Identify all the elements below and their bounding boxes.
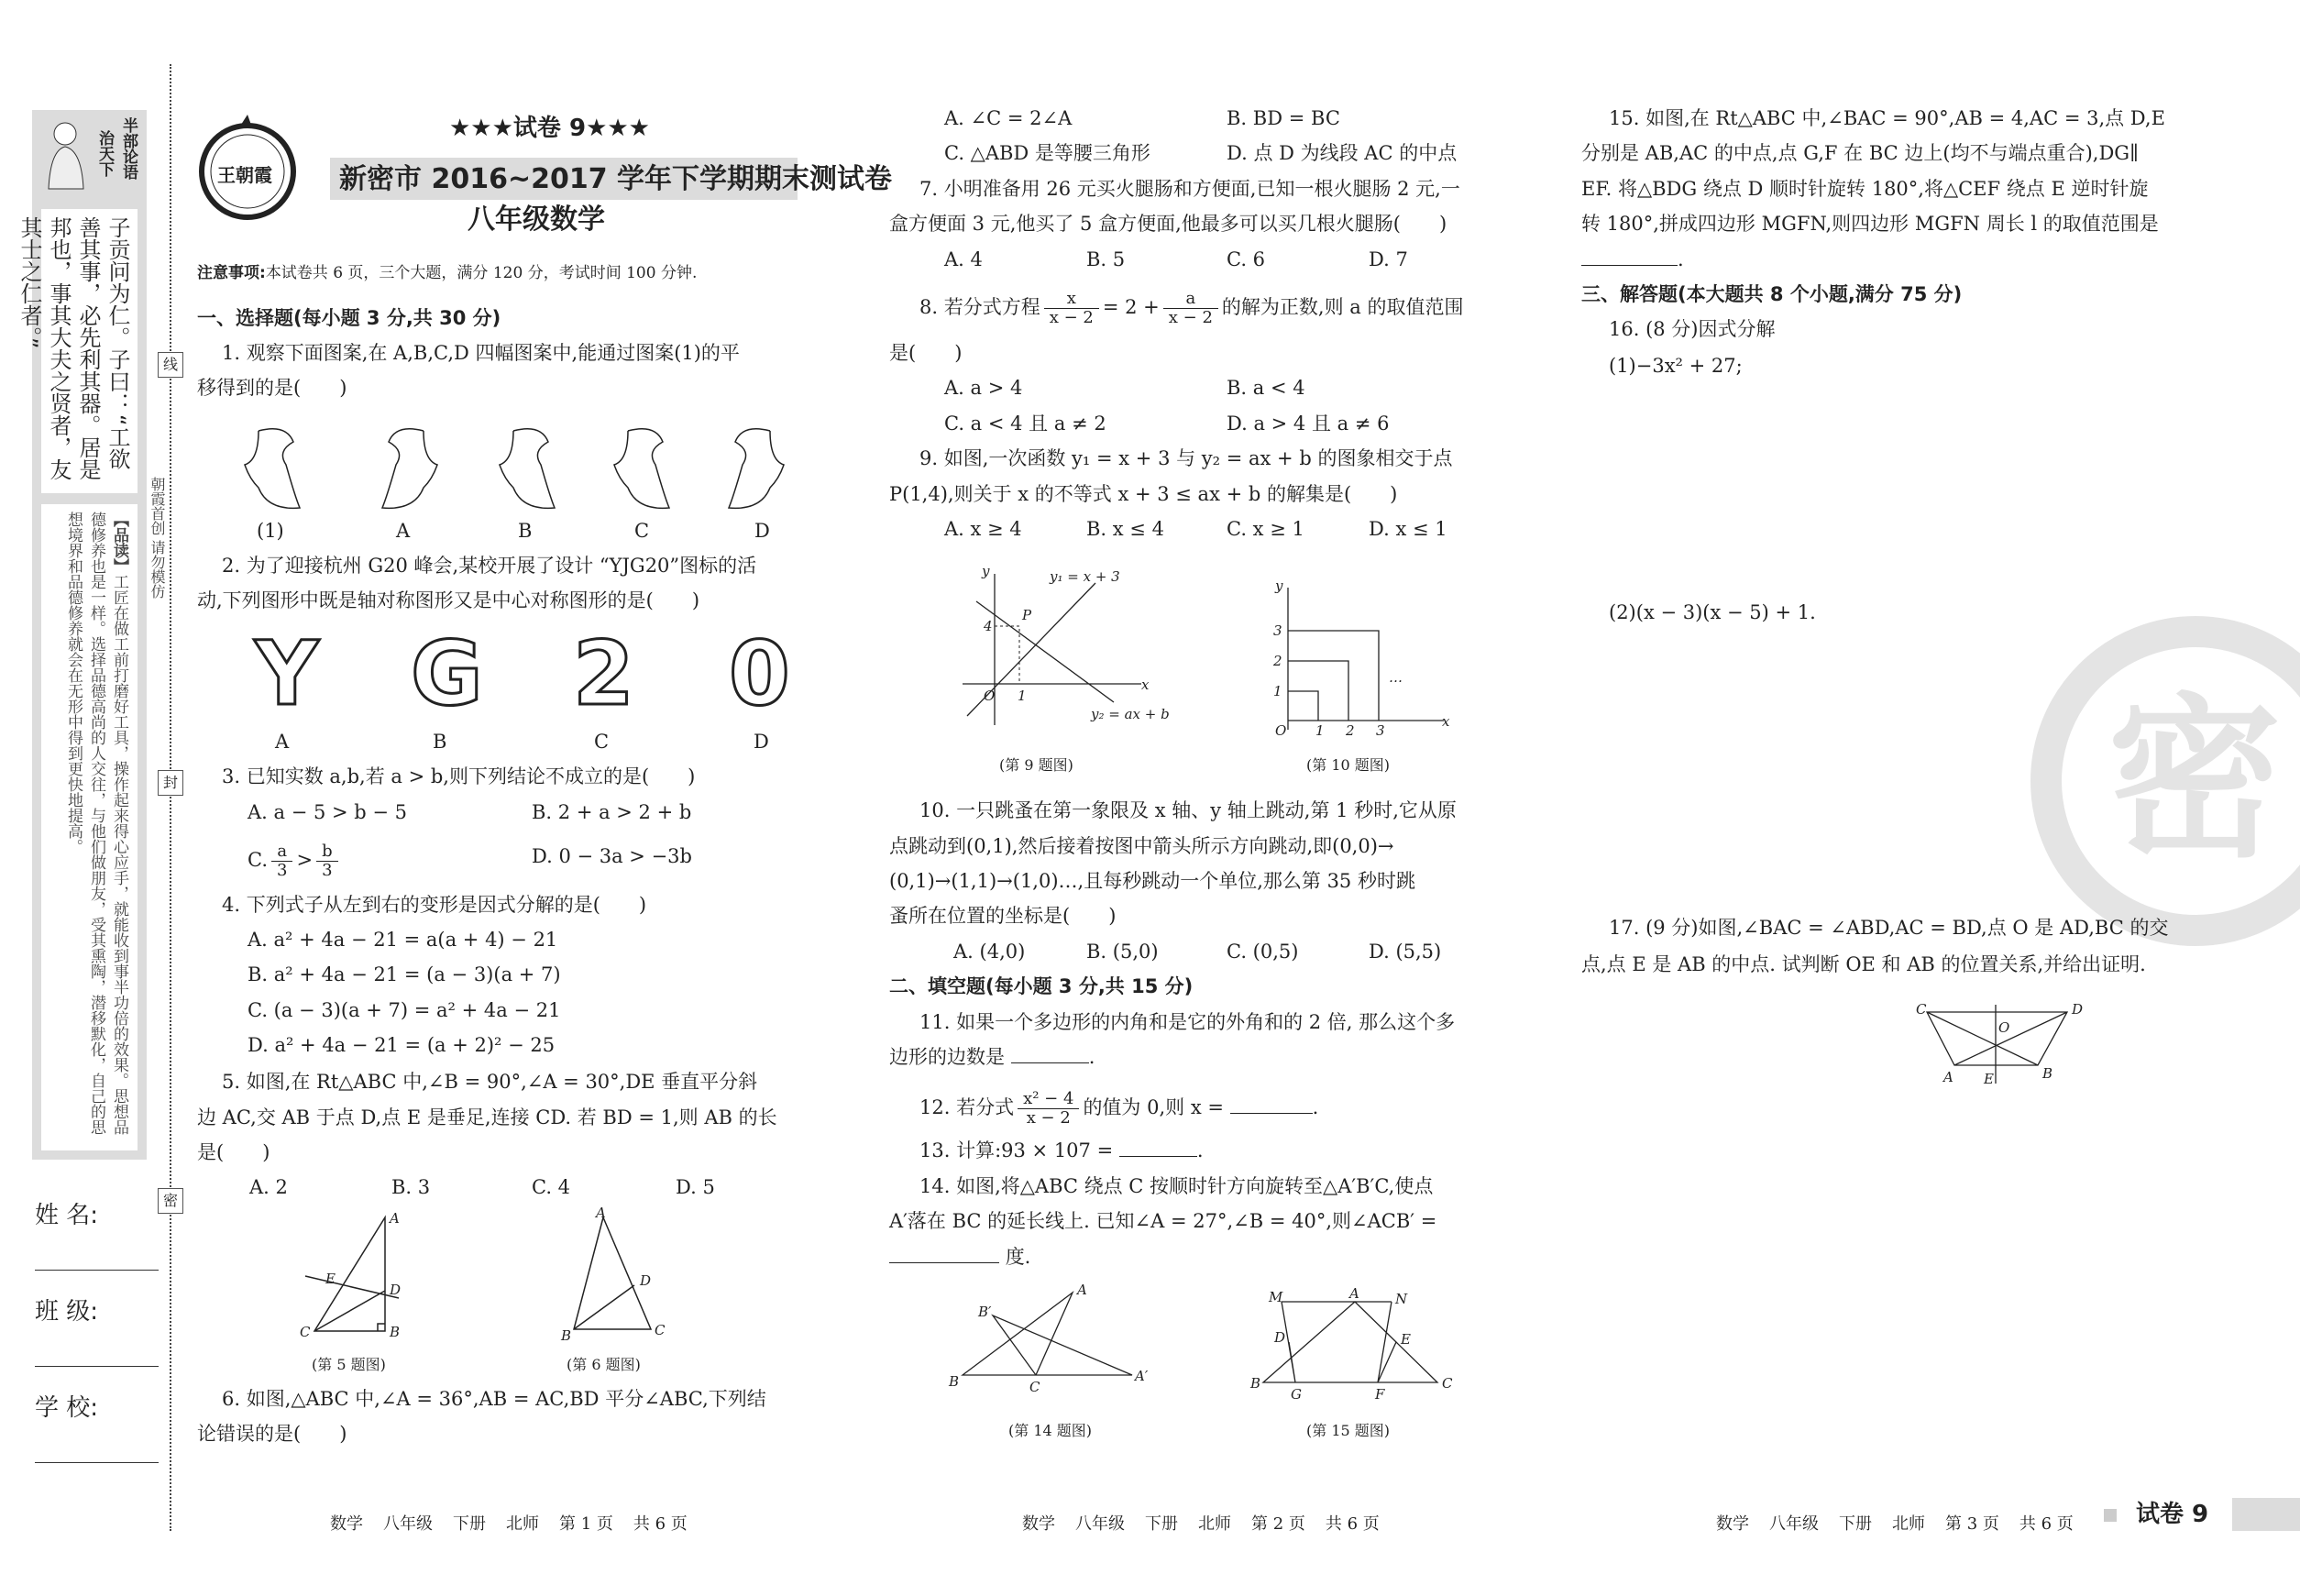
fig-label: x [1141, 677, 1150, 693]
pindu-label: 【品读】 [110, 512, 128, 574]
fig-label: 3 [1273, 622, 1282, 639]
fig-label: C [655, 1322, 666, 1338]
seal-bottom: 密 [158, 1188, 183, 1214]
corner-band [2232, 1498, 2300, 1531]
q2-line2: 动,下列图形中既是轴对称图形又是中心对称图形的是( ) [197, 589, 700, 611]
fig-label: D [2072, 1001, 2084, 1018]
q6-caption: (第 6 题图) [567, 1356, 641, 1373]
q4-option-b: B. a² + 4a − 21 = (a − 3)(a + 7) [248, 963, 561, 985]
footer-page-3: 数学 八年级 下册 北师 第 3 页 共 6 页 [1716, 1514, 2074, 1534]
q13-answer-blank[interactable] [1119, 1138, 1197, 1157]
seal-top: 线 [158, 352, 183, 378]
q12-stem: 12. 若分式 $\frac{\text{x² − 4}}{x - 2}$ 的值为 0,则 x = . [919, 1089, 1319, 1128]
fig-label: M [1269, 1289, 1283, 1305]
q5-line2: 边 AC,交 AB 于点 D,点 E 是垂足,连接 CD. 若 BD = 1,则 AB 的长 [197, 1106, 777, 1128]
q10-option-b: B. (5,0) [1086, 941, 1159, 963]
q8-option-d: D. a > 4 且 a ≠ 6 [1227, 413, 1390, 435]
q15-figure [1250, 1285, 1456, 1403]
q9-option-d: D. x ≤ 1 [1369, 518, 1447, 540]
q14-caption: (第 14 题图) [1008, 1422, 1093, 1439]
fig-label: O [1998, 1019, 2010, 1036]
q3-option-c: C. $\frac{a}{3}$ > $\frac{b}{3}$ [248, 842, 342, 880]
q16-part2: (2)(x − 3)(x − 5) + 1. [1609, 601, 1816, 623]
footer-page-2: 数学 八年级 下册 北师 第 2 页 共 6 页 [1022, 1514, 1380, 1534]
q2-label-b: B [433, 731, 447, 753]
pindu-text: 工匠在做工前打磨好工具，操作起来得心应手，就能收到事半功倍的效果。思想品德修养也是一样。选择品德高尚的人交往，与他们做朋友，受其熏陶，潜移默化，自己的思想境界和品德修养就会在无形中得到更快地提高。 [64, 512, 128, 1135]
fig-label: 3 [1376, 722, 1385, 739]
logo-text: 王朝霞 [217, 164, 272, 186]
quote-box [17, 209, 138, 493]
fig-label: 1 [1018, 688, 1027, 704]
q14-line1: 14. 如图,将△ABC 绕点 C 按顺时针方向旋转至△A′B′C,使点 [919, 1175, 1434, 1197]
q1-label-b: B [518, 520, 533, 542]
fig-label: y [982, 563, 990, 579]
fig-label: A [1349, 1285, 1359, 1302]
fig-label: y₁ = x + 3 [1050, 568, 1120, 585]
q7-option-c: C. 6 [1227, 248, 1266, 270]
fig-label: O [984, 688, 996, 704]
fig-label: A [1943, 1069, 1953, 1085]
q3-option-b: B. 2 + a > 2 + b [532, 801, 692, 823]
fig-label: D [640, 1272, 652, 1289]
fig-label: A [596, 1205, 606, 1221]
q13-stem: 13. 计算:93 × 107 = . [919, 1139, 1204, 1161]
fig-label: C [1916, 1001, 1927, 1018]
section-1-heading: 一、选择题(每小题 3 分,共 30 分) [197, 307, 501, 329]
q9-caption: (第 9 题图) [999, 756, 1073, 774]
q10-line2: 点跳动到(0,1),然后接着按图中箭头所示方向跳动,即(0,0)→ [889, 835, 1394, 857]
q1-label-d: D [754, 520, 770, 542]
sidebar-panel [17, 110, 147, 1160]
watermark-seal [2030, 616, 2300, 946]
fig-label: A′ [1135, 1368, 1149, 1384]
q17-line2: 点,点 E 是 AB 的中点. 试判断 OE 和 AB 的位置关系,并给出证明. [1581, 953, 2146, 975]
q10-option-d: D. (5,5) [1369, 941, 1442, 963]
fig-label: B′ [978, 1304, 992, 1320]
fig-label: N [1395, 1291, 1408, 1307]
subject-title: 八年级数学 [468, 204, 605, 236]
fig-label: 1 [1273, 683, 1282, 699]
q1-label-1: (1) [257, 520, 284, 542]
q3-stem: 3. 已知实数 a,b,若 a > b,则下列结论不成立的是( ) [222, 765, 696, 787]
q16-stem: 16. (8 分)因式分解 [1609, 318, 1776, 340]
fig-label: 2 [1346, 722, 1355, 739]
class-label: 班 级: [35, 1298, 99, 1326]
fig-label: x [1442, 713, 1450, 730]
q9-line2: P(1,4),则关于 x 的不等式 x + 3 ≤ ax + b 的解集是( ) [889, 483, 1398, 505]
q15-line3: EF. 将△BDG 绕点 D 顺时针旋转 180°,将△CEF 绕点 E 逆时针旋 [1581, 178, 2149, 200]
q2-label-a: A [275, 731, 290, 753]
fig-label: 1 [1315, 722, 1325, 739]
q9-line1: 9. 如图,一次函数 y₁ = x + 3 与 y₂ = ax + b 的图象相交于点 [919, 447, 1453, 469]
q2-glyph-y: Y [255, 622, 319, 725]
q1-label-c: C [634, 520, 650, 542]
q15-line1: 15. 如图,在 Rt△ABC 中,∠BAC = 90°,AB = 4,AC = 3,点 D,E [1609, 107, 2165, 129]
q2-glyph-g: G [411, 622, 483, 725]
q10-line4: 蚤所在位置的坐标是( ) [889, 905, 1117, 927]
fig-label: B [949, 1373, 960, 1390]
q1-pattern-1 [378, 424, 451, 515]
q1-line2: 移得到的是( ) [197, 377, 347, 399]
q17-line1: 17. (9 分)如图,∠BAC = ∠ABD,AC = BD,点 O 是 AD,BC 的交 [1609, 917, 2169, 939]
q5-caption: (第 5 题图) [312, 1356, 386, 1373]
q2-label-c: C [594, 731, 610, 753]
section-3-heading: 三、解答题(本大题共 8 个小题,满分 75 分) [1581, 283, 1963, 305]
q3-option-a: A. a − 5 > b − 5 [248, 801, 408, 823]
q17-figure [1916, 1001, 2182, 1096]
q5-line3: 是( ) [197, 1141, 270, 1163]
fig-label: E [325, 1271, 336, 1287]
q3-option-d: D. 0 − 3a > −3b [532, 845, 692, 867]
q10-option-a: A. (4,0) [953, 941, 1026, 963]
q10-line1: 10. 一只跳蚤在第一象限及 x 轴、y 轴上跳动,第 1 秒时,它从原 [919, 799, 1457, 821]
q8-stem: 8. 若分式方程 $\frac{x}{x - 2}$ = 2 + $\frac{a}{x - 2}$ 的解为正数,则 a 的取值范围 [919, 289, 1464, 327]
q10-option-c: C. (0,5) [1227, 941, 1299, 963]
fig-label: B [1250, 1375, 1261, 1392]
q14-line3: 度. [889, 1243, 1030, 1271]
motto-b: 治天下 [95, 130, 114, 177]
q15-answer-blank[interactable] [1581, 247, 1678, 266]
paper-number: ★★★试卷 9★★★ [449, 115, 650, 142]
fig-label: B [2042, 1065, 2053, 1082]
q11-answer-blank[interactable] [1011, 1044, 1089, 1063]
q6-line2: 论错误的是( ) [197, 1423, 347, 1445]
q7-option-b: B. 5 [1086, 248, 1126, 270]
q6-option-c: C. △ABD 是等腰三角形 [944, 142, 1150, 164]
q9-option-a: A. x ≥ 4 [944, 518, 1022, 540]
q7-line1: 7. 小明准备用 26 元买火腿肠和方便面,已知一根火腿肠 2 元,一 [919, 178, 1460, 200]
exam-title: 新密市 2016~2017 学年下学期期末测试卷 [339, 163, 893, 195]
binding-notice: 朝霞首创 请勿模仿 [147, 477, 167, 651]
fig-label: E [1984, 1071, 1994, 1087]
fig-label: O [1275, 722, 1287, 739]
q9-option-c: C. x ≥ 1 [1227, 518, 1304, 540]
fig-label: C [1029, 1379, 1040, 1395]
q4-option-d: D. a² + 4a − 21 = (a + 2)² − 25 [248, 1034, 556, 1056]
motto-a: 半部论语 [119, 117, 138, 180]
publisher-logo [197, 115, 298, 225]
q7-line2: 盒方便面 3 元,他买了 5 盒方便面,他最多可以买几根火腿肠( ) [889, 213, 1447, 235]
fig-label: E [1401, 1331, 1411, 1348]
q5-line1: 5. 如图,在 Rt△ABC 中,∠B = 90°,∠A = 30°,DE 垂直平分斜 [222, 1071, 758, 1093]
fig-label: D [1274, 1329, 1286, 1346]
name-field[interactable] [35, 1270, 159, 1271]
q15-line5: . [1581, 246, 1684, 273]
notice-text: 本试卷共 6 页，三个大题，满分 120 分，考试时间 100 分钟. [265, 264, 698, 282]
pindu-box [41, 504, 138, 1150]
q5-option-b: B. 3 [391, 1176, 431, 1198]
q4-stem: 4. 下列式子从左到右的变形是因式分解的是( ) [222, 894, 647, 916]
fig-label: … [1389, 669, 1403, 686]
q9-graph [958, 565, 1187, 730]
fig-label: A [1077, 1282, 1087, 1298]
footer-page-1: 数学 八年级 下册 北师 第 1 页 共 6 页 [330, 1514, 688, 1534]
q10-caption: (第 10 题图) [1306, 756, 1391, 774]
q12-answer-blank[interactable] [1230, 1095, 1313, 1114]
quote-text: 子贡问为仁。子曰：“工欲善其事，必先利其器。居是邦也，事其大夫之贤者，友其士之仁者。” [17, 216, 130, 480]
q14-figure [949, 1283, 1169, 1393]
q1-pattern-2 [495, 424, 568, 515]
school-field[interactable] [35, 1462, 159, 1463]
q6-option-b: B. BD = BC [1227, 107, 1340, 129]
section-2-heading: 二、填空题(每小题 3 分,共 15 分) [889, 975, 1194, 997]
binding-line [170, 64, 171, 1531]
q8-option-c: C. a < 4 且 a ≠ 2 [944, 413, 1106, 435]
q4-option-c: C. (a − 3)(a + 7) = a² + 4a − 21 [248, 999, 561, 1021]
q9-option-b: B. x ≤ 4 [1086, 518, 1164, 540]
q10-line3: (0,1)→(1,1)→(1,0)…,且每秒跳动一个单位,那么第 35 秒时跳 [889, 870, 1415, 892]
q7-option-d: D. 7 [1369, 248, 1408, 270]
q6-option-a: A. ∠C = 2∠A [944, 107, 1073, 129]
q6-line1: 6. 如图,△ABC 中,∠A = 36°,AB = AC,BD 平分∠ABC,下列结 [222, 1388, 766, 1410]
fig-label: B [390, 1324, 401, 1340]
q5-option-d: D. 5 [676, 1176, 715, 1198]
q6-figure [559, 1205, 669, 1344]
fig-label: y [1275, 578, 1283, 594]
q15-line2: 分别是 AB,AC 的中点,点 G,F 在 BC 边上(均不与端点重合),DG∥ [1581, 142, 2139, 164]
q2-glyph-0: 0 [729, 622, 790, 725]
q2-line1: 2. 为了迎接杭州 G20 峰会,某校开展了设计 “YJG20”图标的活 [222, 555, 757, 577]
fig-label: F [1375, 1386, 1385, 1403]
class-field[interactable] [35, 1366, 159, 1367]
q5-option-c: C. 4 [532, 1176, 571, 1198]
school-label: 学 校: [35, 1394, 99, 1422]
fig-label: B [561, 1327, 572, 1344]
fig-label: C [1442, 1375, 1453, 1392]
q5-option-a: A. 2 [249, 1176, 288, 1198]
fig-label: G [1291, 1386, 1302, 1403]
q2-label-d: D [754, 731, 769, 753]
q1-label-a: A [396, 520, 411, 542]
name-label: 姓 名: [35, 1202, 99, 1229]
scholar-illustration [39, 117, 90, 191]
fig-label: y₂ = ax + b [1091, 706, 1170, 722]
q14-line2: A′落在 BC 的延长线上. 已知∠A = 27°,∠B = 40°,则∠ACB′ = [889, 1210, 1437, 1232]
q15-line4: 转 180°,拼成四边形 MGFN,则四边形 MGFN 周长 l 的取值范围是 [1581, 213, 2159, 235]
fig-label: 2 [1273, 653, 1282, 669]
fig-label: D [390, 1282, 402, 1298]
q4-option-a: A. a² + 4a − 21 = a(a + 4) − 21 [248, 929, 558, 951]
q6-option-d: D. 点 D 为线段 AC 的中点 [1227, 142, 1458, 164]
q8-option-a: A. a > 4 [944, 377, 1023, 399]
fig-label: P [1022, 607, 1032, 623]
q8-line2: 是( ) [889, 342, 963, 364]
q1-line1: 1. 观察下面图案,在 A,B,C,D 四幅图案中,能通过图案(1)的平 [222, 342, 740, 364]
q8-option-b: B. a < 4 [1227, 377, 1305, 399]
q16-part1: (1)−3x² + 27; [1609, 355, 1743, 377]
q1-pattern-4 [724, 424, 798, 515]
fig-label: A [390, 1210, 400, 1227]
q10-graph [1270, 578, 1453, 739]
q14-answer-blank[interactable] [889, 1244, 999, 1263]
q11-line2: 边形的边数是 . [889, 1046, 1095, 1068]
fig-label: C [300, 1324, 311, 1340]
q1-pattern-0 [240, 424, 314, 515]
watermark-char: 密 [2107, 678, 2283, 881]
q1-pattern-3 [610, 424, 683, 515]
corner-decoration [2104, 1509, 2117, 1522]
corner-paper-tag: 试卷 9 [2136, 1501, 2209, 1528]
q7-option-a: A. 4 [944, 248, 983, 270]
q15-caption: (第 15 题图) [1306, 1422, 1391, 1439]
q5-figure [298, 1210, 408, 1338]
fig-label: 4 [984, 618, 993, 634]
q11-line1: 11. 如果一个多边形的内角和是它的外角和的 2 倍, 那么这个多 [919, 1011, 1456, 1033]
notice-label: 注意事项: [197, 264, 266, 282]
q2-glyph-2: 2 [573, 622, 634, 725]
seal-mid: 封 [158, 770, 183, 796]
